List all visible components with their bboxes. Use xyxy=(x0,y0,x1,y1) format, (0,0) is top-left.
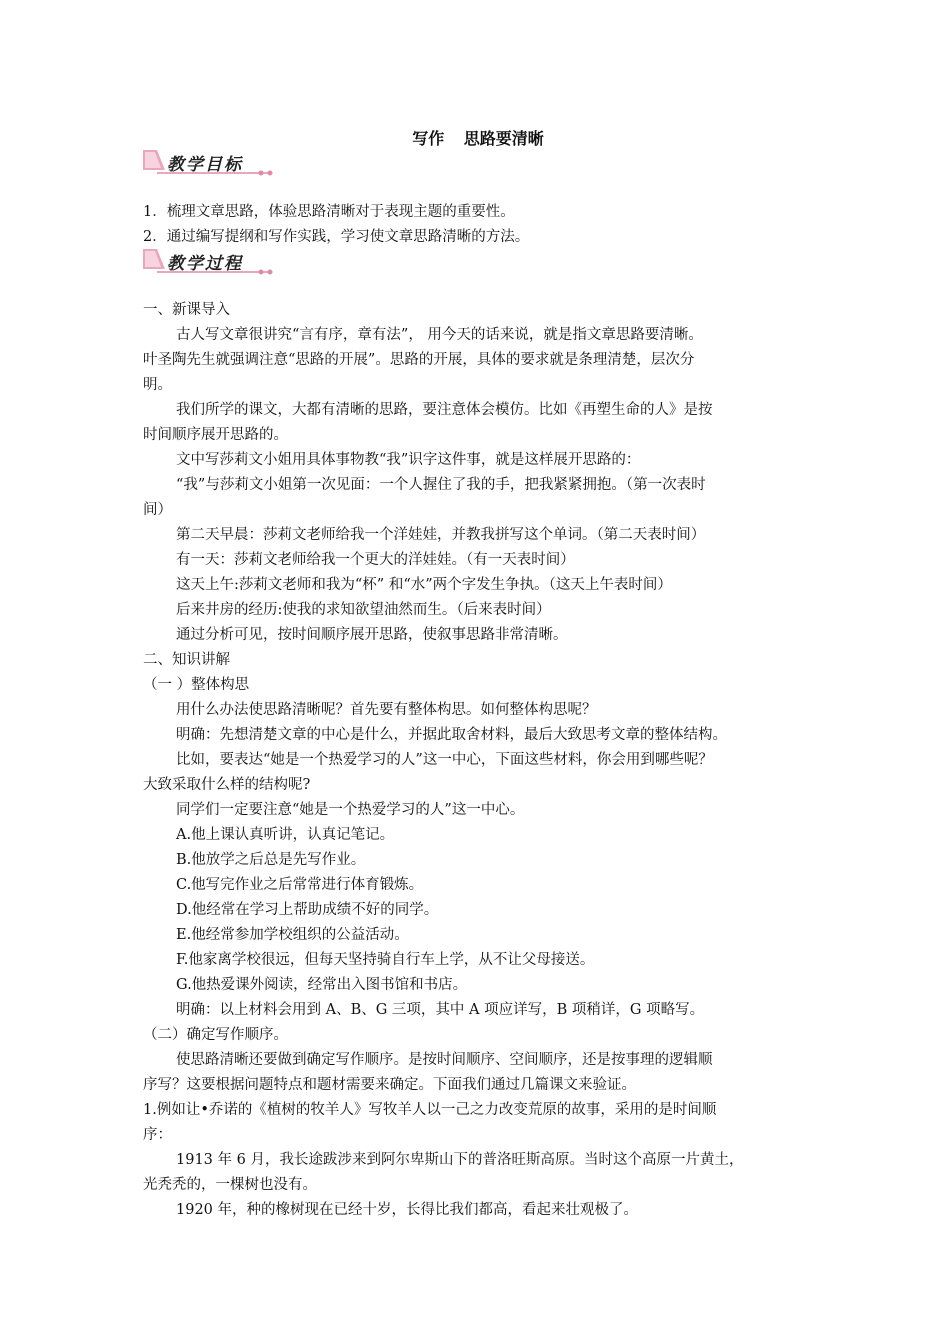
paragraph-line: 用什么办法使思路清晰呢？首先要有整体构思。如何整体构思呢？ xyxy=(176,702,597,718)
paragraph-line: 有一天：莎莉文老师给我一个更大的洋娃娃。（有一天表时间） xyxy=(176,552,575,568)
list-item: C.他写完作业之后常常进行体育锻炼。 xyxy=(176,877,424,893)
paragraph-line: 明确：先想清楚文章的中心是什么，并据此取舍材料，最后大致思考文章的整体结构。 xyxy=(176,727,727,743)
list-item: D.他经常在学习上帮助成绩不好的同学。 xyxy=(176,902,439,918)
paragraph-line: 我们所学的课文，大都有清晰的思路，要注意体会模仿。比如《再塑生命的人》是按 xyxy=(176,402,713,418)
paragraph-line: 序： xyxy=(143,1127,172,1143)
paragraph-line: 第二天早晨：莎莉文老师给我一个洋娃娃，并教我拼写这个单词。（第二天表时间） xyxy=(176,527,706,543)
list-item: A.他上课认真听讲，认真记笔记。 xyxy=(176,827,395,843)
paragraph-line: 1920 年，种的橡树现在已经十岁，长得比我们都高，看起来壮观极了。 xyxy=(176,1202,639,1218)
subsection-heading: （二）确定写作顺序。 xyxy=(143,1027,288,1043)
paragraph-line: 序写？这要根据问题特点和题材需要来确定。下面我们通过几篇课文来验证。 xyxy=(143,1077,636,1093)
paragraph-line: 这天上午:莎莉文老师和我为“杯” 和“水”两个字发生争执。（这天上午表时间） xyxy=(176,577,672,593)
paragraph-line: 间） xyxy=(143,502,172,518)
paragraph-line: 明。 xyxy=(143,377,172,393)
paragraph-line: 光秃秃的，一棵树也没有。 xyxy=(143,1177,317,1193)
paragraph-line: 文中写莎莉文小姐用具体事物教“我”识字这件事，就是这样展开思路的： xyxy=(176,452,641,468)
paragraph-line: 叶圣陶先生就强调注意“思路的开展”。思路的开展，具体的要求就是条理清楚，层次分 xyxy=(143,352,695,368)
process-heading: 教学过程 xyxy=(167,254,243,274)
paragraph-line: 1913 年 6 月，我长途跋涉来到阿尔卑斯山下的普洛旺斯高原。当时这个高原一片黄土， xyxy=(176,1152,744,1168)
list-item: E.他经常参加学校组织的公益活动。 xyxy=(176,927,409,943)
paragraph-line: 后来井房的经历:使我的求知欲望油然而生。（后来表时间） xyxy=(176,602,551,618)
paragraph-line: 时间顺序展开思路的。 xyxy=(143,427,288,443)
paragraph-line: 大致采取什么样的结构呢? xyxy=(143,777,311,793)
section-heading-intro: 一、新课导入 xyxy=(143,302,230,318)
title-sub: 思路要清晰 xyxy=(463,129,544,148)
paragraph-line: 同学们一定要注意“她是一个热爱学习的人”这一中心。 xyxy=(176,802,525,818)
section-heading-knowledge: 二、知识讲解 xyxy=(143,652,230,668)
paragraph-line: 使思路清晰还要做到确定写作顺序。是按时间顺序、空间顺序，还是按事理的逻辑顺 xyxy=(176,1052,713,1068)
paragraph-line: 比如，要表达“她是一个热爱学习的人”这一中心，下面这些材料，你会用到哪些呢？ xyxy=(176,752,713,768)
list-item: G.他热爱课外阅读，经常出入图书馆和书店。 xyxy=(176,977,468,993)
goals-heading: 教学目标 xyxy=(167,155,243,175)
list-item: B.他放学之后总是先写作业。 xyxy=(176,852,366,868)
line-1: 1．梳理文章思路，体验思路清晰对于表现主题的重要性。 xyxy=(143,204,515,220)
paragraph-line: 古人写文章很讲究“言有序，章有法”， 用今天的话来说，就是指文章思路要清晰。 xyxy=(176,327,703,343)
subsection-heading: （一 ）整体构思 xyxy=(143,677,250,693)
page-title xyxy=(0,126,950,149)
paragraph-line: 明确：以上材料会用到 A、B、G 三项，其中 A 项应详写，B 项稍详，G 项略写。 xyxy=(176,1002,705,1018)
list-item: F.他家离学校很远，但每天坚持骑自行车上学，从不让父母接送。 xyxy=(176,952,595,968)
paragraph-line: 1.例如让•乔诺的《植树的牧羊人》写牧羊人以一己之力改变荒原的故事，采用的是时间顺 xyxy=(143,1102,717,1118)
goals-heading-badge xyxy=(143,148,278,178)
line-2: 2．通过编写提纲和写作实践，学习使文章思路清晰的方法。 xyxy=(143,229,530,245)
process-heading-badge xyxy=(143,247,278,277)
paragraph-line: 通过分析可见，按时间顺序展开思路，使叙事思路非常清晰。 xyxy=(176,627,568,643)
paragraph-line: “我”与莎莉文小姐第一次见面：一个人握住了我的手，把我紧紧拥抱。（第一次表时 xyxy=(176,477,706,493)
title-main: 写作 xyxy=(412,129,445,148)
